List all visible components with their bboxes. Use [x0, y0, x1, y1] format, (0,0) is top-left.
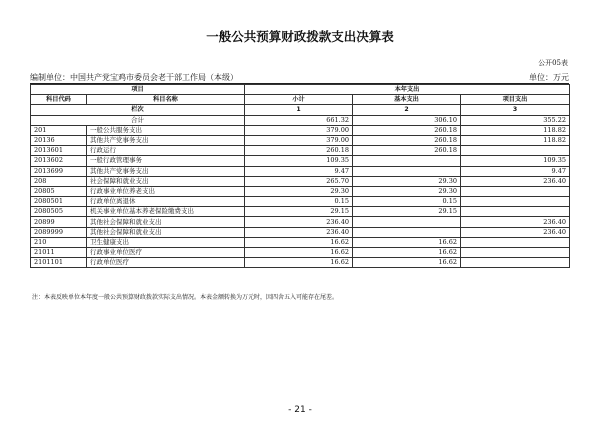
- row-project: [461, 186, 570, 196]
- row-subtotal: 0.15: [245, 197, 353, 207]
- row-name: 行政单位离退休: [87, 197, 245, 207]
- row-name: 一般公共服务支出: [87, 125, 245, 135]
- row-code: 2089999: [31, 227, 87, 237]
- row-name: 其他社会保障和就业支出: [87, 227, 245, 237]
- currency-unit-label: 单位：万元: [529, 73, 569, 82]
- row-code: 2013699: [31, 166, 87, 176]
- header-project: 项目支出: [461, 95, 570, 105]
- total-project: 355.22: [461, 115, 570, 125]
- table-row: [31, 125, 570, 135]
- row-subtotal: 29.15: [245, 207, 353, 217]
- row-name: 行政运行: [87, 146, 245, 156]
- expenditure-table: [30, 84, 570, 268]
- row-project: [461, 146, 570, 156]
- row-basic: [353, 156, 461, 166]
- row-basic: [353, 166, 461, 176]
- unit-row: [30, 71, 569, 84]
- header-basic: 基本支出: [353, 95, 461, 105]
- row-code: 2101101: [31, 258, 87, 268]
- row-project: 118.82: [461, 135, 570, 145]
- table-row: [31, 135, 570, 145]
- row-subtotal: 260.18: [245, 146, 353, 156]
- row-name: 其他共产党事务支出: [87, 135, 245, 145]
- header-item: 项目: [31, 85, 245, 95]
- row-project: 236.40: [461, 227, 570, 237]
- table-row: [31, 227, 570, 237]
- row-code: 2013601: [31, 146, 87, 156]
- header-col-2: 2: [353, 105, 461, 115]
- row-subtotal: 379.00: [245, 135, 353, 145]
- table-row: [31, 166, 570, 176]
- row-subtotal: 379.00: [245, 125, 353, 135]
- row-code: 21011: [31, 248, 87, 258]
- row-name: 一般行政管理事务: [87, 156, 245, 166]
- row-subtotal: 236.40: [245, 217, 353, 227]
- table-row: [31, 146, 570, 156]
- row-project: [461, 197, 570, 207]
- row-code: 210: [31, 237, 87, 247]
- table-row: [31, 248, 570, 258]
- table-row: [31, 217, 570, 227]
- row-subtotal: 16.62: [245, 258, 353, 268]
- header-name: 科目名称: [87, 95, 245, 105]
- row-code: 2013602: [31, 156, 87, 166]
- header-row-2: [31, 95, 570, 105]
- row-code: 2080505: [31, 207, 87, 217]
- row-code: 20805: [31, 186, 87, 196]
- row-code: 20899: [31, 217, 87, 227]
- row-subtotal: 16.62: [245, 248, 353, 258]
- total-label: 合计: [31, 115, 245, 125]
- footnote: 注：本表反映单位本年度一般公共预算财政拨款实际支出情况。本表金额转换为万元时，因四舍五入可能存在尾差。: [32, 294, 339, 301]
- row-name: 机关事业单位基本养老保险缴费支出: [87, 207, 245, 217]
- row-name: 行政事业单位养老支出: [87, 186, 245, 196]
- header-code: 科目代码: [31, 95, 87, 105]
- table-row: [31, 176, 570, 186]
- row-project: 236.40: [461, 176, 570, 186]
- row-project: 109.35: [461, 156, 570, 166]
- row-basic: [353, 217, 461, 227]
- row-name: 其他共产党事务支出: [87, 166, 245, 176]
- row-basic: 29.15: [353, 207, 461, 217]
- report-title: 一般公共预算财政拨款支出决算表: [206, 29, 394, 44]
- row-subtotal: 109.35: [245, 156, 353, 166]
- total-basic: 306.10: [353, 115, 461, 125]
- row-basic: 260.18: [353, 146, 461, 156]
- row-basic: 260.18: [353, 125, 461, 135]
- header-row-label: 栏次: [31, 105, 245, 115]
- row-basic: 0.15: [353, 197, 461, 207]
- table-row: [31, 237, 570, 247]
- row-basic: [353, 227, 461, 237]
- row-code: 201: [31, 125, 87, 135]
- row-code: 208: [31, 176, 87, 186]
- total-subtotal: 661.32: [245, 115, 353, 125]
- row-basic: 29.30: [353, 186, 461, 196]
- table-row: [31, 197, 570, 207]
- row-name: 行政单位医疗: [87, 258, 245, 268]
- row-basic: 29.30: [353, 176, 461, 186]
- table-row: [31, 156, 570, 166]
- row-subtotal: 265.70: [245, 176, 353, 186]
- row-project: 236.40: [461, 217, 570, 227]
- header-subtotal: 小计: [245, 95, 353, 105]
- row-project: [461, 207, 570, 217]
- row-name: 其他社会保障和就业支出: [87, 217, 245, 227]
- row-project: [461, 258, 570, 268]
- row-project: 118.82: [461, 125, 570, 135]
- form-number: 公开05表: [538, 59, 568, 67]
- row-basic: 260.18: [353, 135, 461, 145]
- table-row: [31, 186, 570, 196]
- row-project: [461, 248, 570, 258]
- row-name: 社会保障和就业支出: [87, 176, 245, 186]
- row-subtotal: 236.40: [245, 227, 353, 237]
- table-row: [31, 258, 570, 268]
- row-code: 20136: [31, 135, 87, 145]
- row-name: 卫生健康支出: [87, 237, 245, 247]
- row-subtotal: 29.30: [245, 186, 353, 196]
- header-row-1: [31, 85, 570, 95]
- row-basic: 16.62: [353, 237, 461, 247]
- row-basic: 16.62: [353, 248, 461, 258]
- row-project: 9.47: [461, 166, 570, 176]
- organization-label: 编制单位：中国共产党宝鸡市委员会老干部工作局（本级）: [30, 73, 238, 82]
- page-number: - 21 -: [288, 405, 312, 415]
- table-row: [31, 207, 570, 217]
- header-current-year: 本年支出: [245, 85, 570, 95]
- row-subtotal: 9.47: [245, 166, 353, 176]
- row-basic: 16.62: [353, 258, 461, 268]
- header-col-3: 3: [461, 105, 570, 115]
- row-subtotal: 16.62: [245, 237, 353, 247]
- row-project: [461, 237, 570, 247]
- header-col-1: 1: [245, 105, 353, 115]
- header-row-3: [31, 105, 570, 115]
- row-code: 2080501: [31, 197, 87, 207]
- total-row: [31, 115, 570, 125]
- row-name: 行政事业单位医疗: [87, 248, 245, 258]
